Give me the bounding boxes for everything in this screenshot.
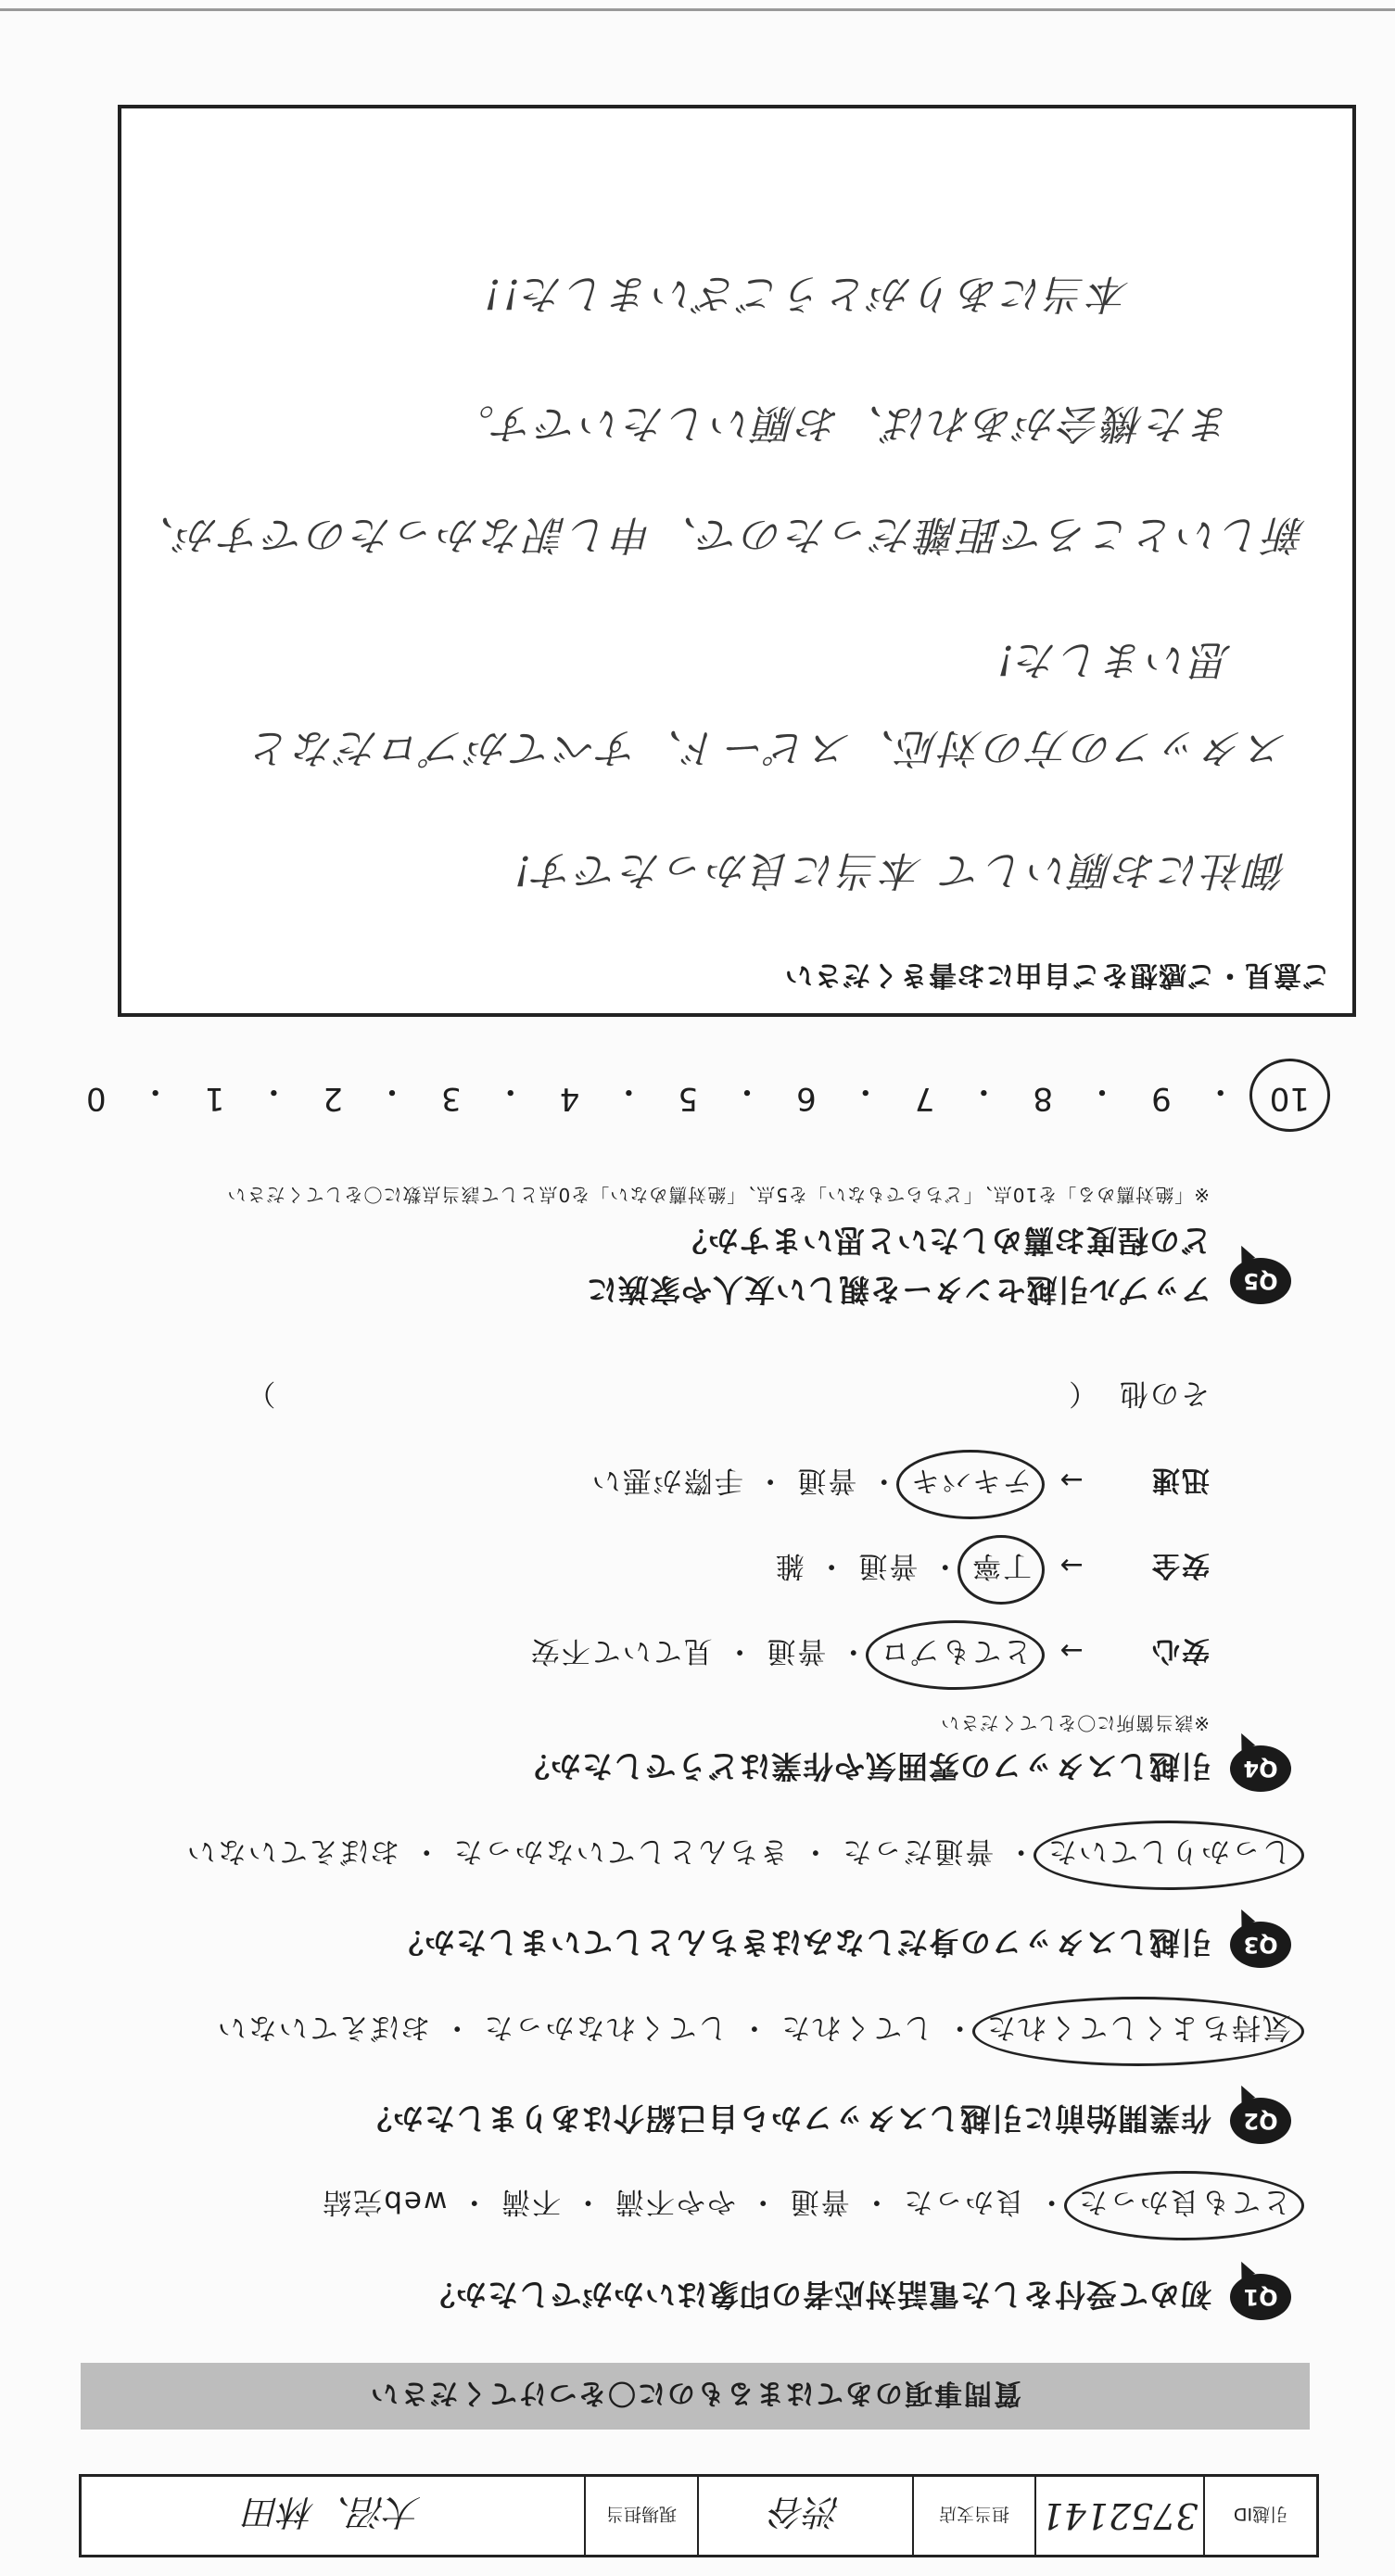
q2-options: 気持ちよくしてくれた ・ してくれた ・ してくれなかった ・ おぼえていない [216,2010,1291,2051]
q1-option-1[interactable]: とても良かった [1077,2184,1291,2226]
comment-line-4: 新しいところで距離だったので、申し訳なかったのですが、 [131,511,1306,558]
q4-other-open: （ [1067,1377,1098,1410]
q4-row-1-option-2[interactable]: 普通 [765,1634,827,1668]
q3-option-3[interactable]: きちんとしていなかった [451,1834,789,1868]
comment-line-6: 本当にありがとうございました!! [481,270,1130,317]
q1-option-6[interactable]: web完結 [321,2185,448,2218]
q3-badge: Q3 [1230,1922,1291,1968]
q1-options: とても良かった ・ 良かった ・ 普通 ・ やや不満 ・ 不満 ・ web完結 [321,2184,1291,2226]
question-1 [424,2274,1291,2320]
label-branch: 担当支店 [912,2477,1034,2555]
q4-other-close: ） [245,1377,276,1410]
q1-option-2[interactable]: 良かった [902,2185,1025,2218]
q3-option-2[interactable]: 普通だった [841,1834,995,1868]
q5-badge: Q5 [1230,1258,1291,1304]
question-5 [586,1221,1291,1313]
instruction-banner: 質問事項のあてはまるものに〇をつけてください [81,2363,1310,2430]
question-2 [361,2098,1291,2144]
q1-option-3[interactable]: 普通 [788,2185,850,2218]
q3-options: しっかりしていた ・ 普通だった ・ きちんとしていなかった ・ おぼえていない [185,1834,1291,1875]
q4-row-2-option-2[interactable]: 普通 [856,1549,919,1582]
score-1[interactable]: 1 [204,1080,225,1117]
comment-line-3: 思いました! [995,636,1232,683]
value-move-id: 3752141 [1034,2477,1203,2555]
score-6[interactable]: 6 [796,1080,817,1117]
q2-option-4[interactable]: おぼえていない [215,2011,430,2044]
q4-row-1-label: 安心 [1150,1634,1210,1667]
q4-row-2-option-1[interactable]: 丁寧 [970,1548,1032,1590]
q2-option-3[interactable]: してくれなかった [482,2011,728,2044]
q4-other-label: その他 [1118,1377,1210,1410]
comment-line-5: また機会があれば、お願いしたいです。 [450,400,1232,447]
score-7[interactable]: 7 [914,1080,935,1117]
score-3[interactable]: 3 [441,1080,462,1117]
q4-note: ※該当箇所に〇をしてください [940,1712,1210,1734]
q4-row-3-option-3[interactable]: 手際が悪い [590,1464,743,1497]
q2-option-1[interactable]: 気持ちよくしてくれた [985,2010,1291,2051]
score-2[interactable]: 2 [323,1080,343,1117]
score-4[interactable]: 4 [559,1080,580,1117]
q4-row-2-label: 安全 [1150,1549,1210,1581]
label-move-id: 引越ID [1203,2477,1316,2555]
comment-line-1: 御社にお願いして 本当に良かったです! [512,846,1287,894]
q3-option-1[interactable]: しっかりしていた [1046,1834,1291,1875]
score-10[interactable]: 10 [1270,1072,1310,1117]
question-4 [518,1745,1291,1792]
arrow-right-icon: → [1058,1634,1084,1667]
score-8[interactable]: 8 [1033,1080,1054,1117]
q5-note: ※「絶対薦める」を10点、「どちらでもない」を5点、「絶対薦めない」を0点として該当点数に〇をしてください [226,1184,1210,1206]
q5-scale: 10 ・ 9 ・ 8 ・ 7 ・ 6 ・ 5 ・ 4 ・ 3 ・ 2 ・ 1 ・ 0 [86,1072,1310,1117]
q4-row-anshin: 安心→ とてもプロ ・ 普通 ・ 見ていて不安 [529,1633,1210,1675]
q2-option-2[interactable]: してくれた [780,2011,933,2044]
q4-row-1-option-3[interactable]: 見ていて不安 [528,1634,713,1668]
q3-option-4[interactable]: おぼえていない [184,1834,399,1868]
q1-option-5[interactable]: 不満 [500,2185,562,2218]
q5-text-line1: アップル引越センターを親しい友人や家族に [585,1272,1211,1308]
free-comment-heading: ご意見・ご感想をご自由にお書きください [784,958,1330,991]
value-branch: 渋谷 [697,2477,912,2555]
free-comment-box[interactable] [118,105,1356,1017]
q4-row-3-option-1[interactable]: テキパキ [909,1463,1032,1504]
score-0[interactable]: 0 [86,1080,107,1117]
q4-badge: Q4 [1230,1745,1291,1792]
q4-row-3-label: 迅速 [1150,1464,1210,1496]
label-staff: 現場担当 [584,2477,697,2555]
q4-row-jinsoku: 迅速→ テキパキ ・ 普通 ・ 手際が悪い [590,1463,1210,1504]
q1-text: 初めて受付をした電話対応者の印象はいかがでしたか？ [424,2277,1211,2314]
q1-option-4[interactable]: やや不満 [613,2185,736,2218]
q4-row-1-option-1[interactable]: とてもプロ [879,1633,1032,1675]
page-edge-line [0,8,1395,11]
q5-text [586,1221,1211,1313]
q2-badge: Q2 [1230,2098,1291,2144]
q5-text-line2: どの程度お薦めしたいと思いますか？ [676,1223,1211,1259]
arrow-right-icon: → [1058,1464,1084,1496]
q4-row-2-option-3[interactable]: 雑 [773,1549,805,1582]
score-5[interactable]: 5 [678,1080,699,1117]
comment-line-2: スタッフの方の対応、スピード、すべてがプロだなと [247,724,1287,771]
q3-text: 引越しスタッフの身だしなみはきちんとしていましたか？ [392,1924,1211,1961]
q2-text: 作業開始前に引越しスタッフから自己紹介はありましたか？ [361,2100,1211,2138]
q1-badge: Q1 [1230,2274,1291,2320]
q4-text: 引越しスタッフの雰囲気や作業はどうでしたか？ [518,1748,1211,1785]
arrow-right-icon: → [1058,1549,1084,1581]
question-3 [392,1922,1291,1968]
header-table [79,2474,1319,2557]
score-9[interactable]: 9 [1151,1080,1172,1117]
q4-row-anzen: 安全→ 丁寧 ・ 普通 ・ 雑 [774,1548,1210,1590]
q4-row-3-option-2[interactable]: 普通 [795,1464,857,1497]
q4-other [70,1376,1210,1417]
value-staff: 大沼、林田 [245,2492,422,2533]
